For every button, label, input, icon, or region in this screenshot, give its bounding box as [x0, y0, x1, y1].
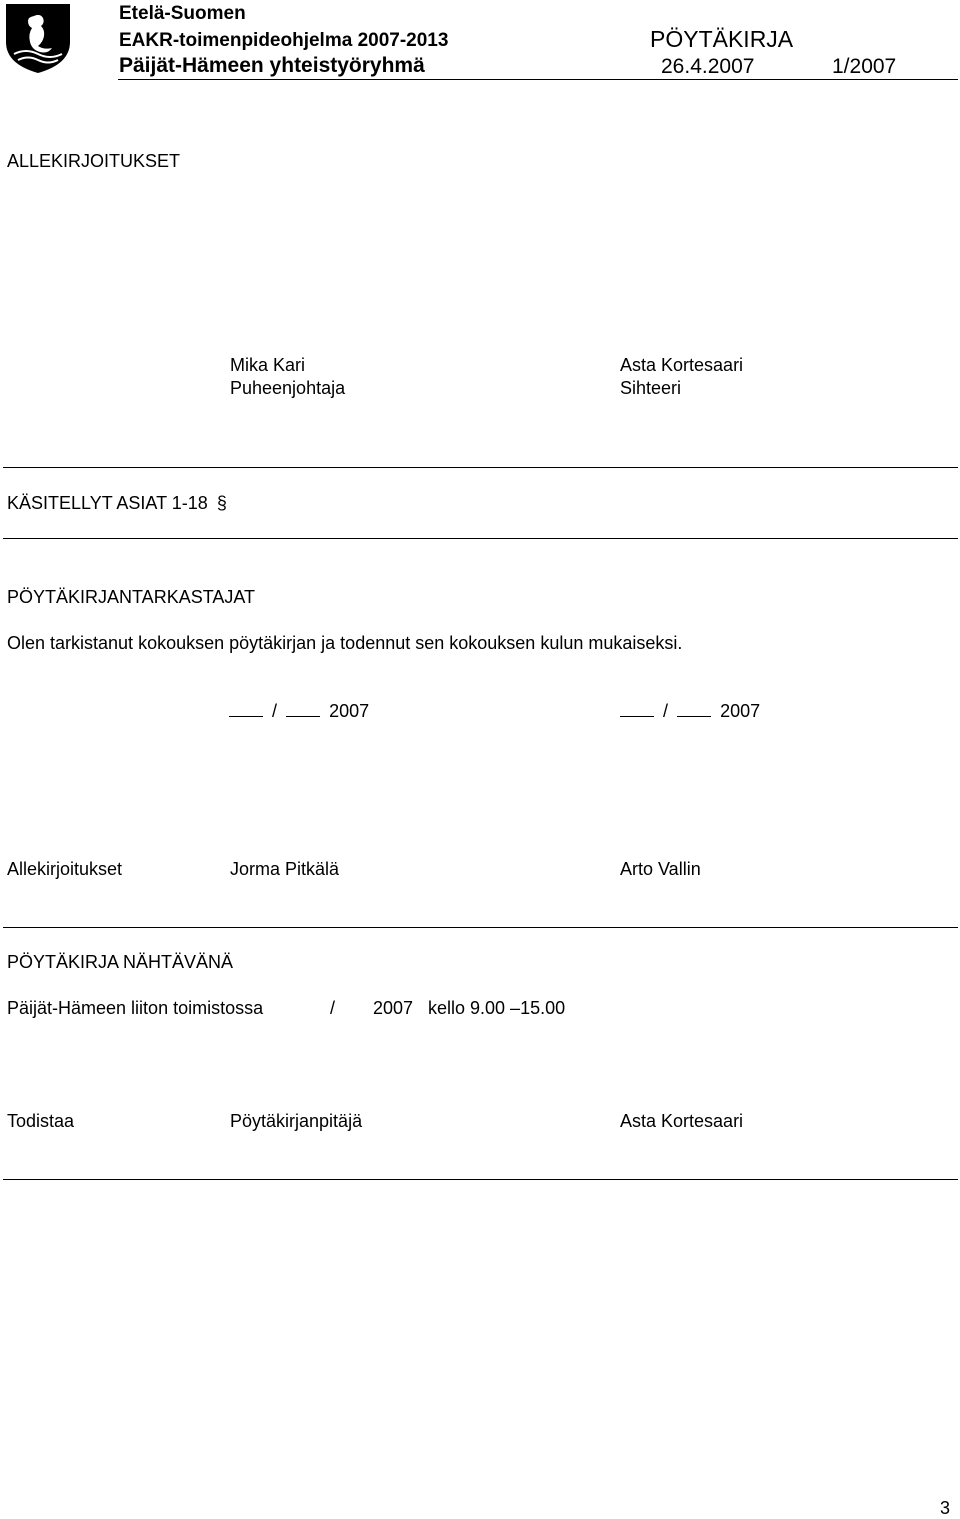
checkers-heading: PÖYTÄKIRJANTARKASTAJAT [7, 587, 256, 607]
signatures-heading: ALLEKIRJOITUKSET [7, 151, 181, 171]
chair-title: Puheenjohtaja [230, 378, 346, 398]
date-year: 2007 [329, 701, 370, 721]
checker2-date-field [620, 700, 760, 722]
public-view-place: Päijät-Hämeen liiton toimistossa [7, 998, 264, 1018]
section-rule [3, 538, 958, 539]
secretary-title: Sihteeri [620, 378, 682, 398]
section-rule [3, 927, 958, 928]
org-line-3: Päijät-Hämeen yhteistyöryhmä [119, 54, 425, 77]
public-view-slash: / [330, 998, 336, 1018]
section-rule [3, 1179, 958, 1180]
day-blank [620, 701, 654, 717]
org-line-1: Etelä-Suomen [119, 3, 246, 24]
meeting-date: 26.4.2007 [661, 55, 755, 78]
checker2-name: Arto Vallin [620, 859, 701, 879]
org-line-2: EAKR-toimenpideohjelma 2007-2013 [119, 30, 449, 51]
date-year: 2007 [720, 701, 761, 721]
chair-name: Mika Kari [230, 355, 306, 375]
month-blank [677, 701, 711, 717]
header-rule [118, 79, 958, 80]
handled-label: KÄSITELLYT ASIAT [7, 493, 167, 513]
date-slash: / [663, 701, 669, 721]
checker1-date-field [229, 700, 369, 722]
checkers-statement: Olen tarkistanut kokouksen pöytäkirjan ja todennut sen kokouksen kulun mukaiseksi. [7, 633, 683, 653]
month-blank [286, 701, 320, 717]
page-number: 3 [940, 1498, 951, 1518]
handled-range: 1-18 [171, 493, 208, 513]
section-symbol: § [216, 493, 227, 513]
public-view-year: 2007 [373, 998, 414, 1018]
mermaid-coat-of-arms-icon [4, 2, 72, 74]
public-view-heading: PÖYTÄKIRJA NÄHTÄVÄNÄ [7, 952, 234, 972]
certify-name: Asta Kortesaari [620, 1111, 744, 1131]
handled-items [7, 492, 227, 514]
signatures-label: Allekirjoitukset [7, 859, 123, 879]
certify-label: Todistaa [7, 1111, 75, 1131]
secretary-name: Asta Kortesaari [620, 355, 744, 375]
certify-role: Pöytäkirjanpitäjä [230, 1111, 363, 1131]
date-slash: / [272, 701, 278, 721]
public-view-hours: kello 9.00 –15.00 [428, 998, 566, 1018]
doc-number: 1/2007 [832, 55, 897, 78]
checker1-name: Jorma Pitkälä [230, 859, 340, 879]
section-rule [3, 467, 958, 468]
doc-type: PÖYTÄKIRJA [650, 26, 794, 52]
day-blank [229, 701, 263, 717]
